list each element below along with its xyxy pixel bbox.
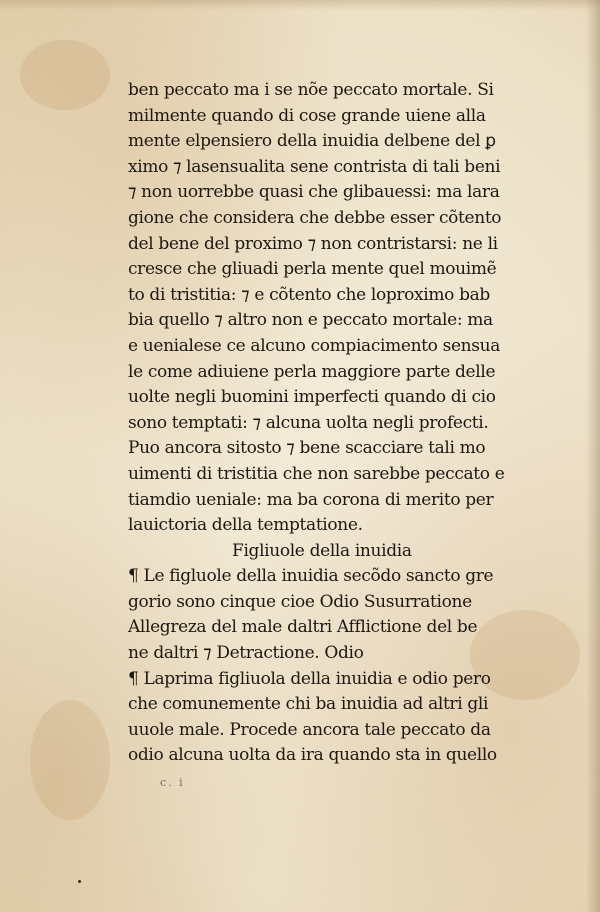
- text-line: le come adiuiene perla maggiore parte delle: [128, 361, 496, 382]
- text-line: to di tristitia: ⁊ e cõtento che loproximo bab: [128, 284, 490, 305]
- text-line: uimenti di tristitia che non sarebbe peccato e: [128, 463, 505, 484]
- page-right-edge: [586, 0, 600, 912]
- text-line: ¶ Laprima figliuola della inuidia e odio pero: [128, 668, 491, 689]
- text-line: sono temptati: ⁊ alcuna uolta negli profecti.: [128, 412, 489, 433]
- text-line: milmente quando di cose grande uiene alla: [128, 105, 486, 126]
- text-line: e uenialese ce alcuno compiacimento sensua: [128, 335, 501, 356]
- text-line: ¶ Le figluole della inuidia secõdo sancto gre: [128, 566, 494, 587]
- text-line: odio alcuna uolta da ira quando sta in quello: [128, 745, 497, 766]
- text-line: che comunemente chi ba inuidia ad altri gli: [128, 694, 489, 715]
- text-line: ben peccato ma i se nõe peccato mortale. Si: [128, 80, 494, 100]
- text-line: gione che considera che debbe esser cõtento: [128, 207, 502, 228]
- text-line: mente elpensiero della inuidia delbene del ꝑ: [128, 131, 496, 152]
- text-line: cresce che gliuadi perla mente quel mouimẽ: [128, 259, 497, 280]
- text-line: uuole male. Procede ancora tale peccato da: [128, 719, 491, 740]
- text-line: Allegreza del male daltri Afflictione del be: [128, 617, 478, 638]
- paper-stain: [20, 40, 110, 110]
- text-column: [128, 78, 526, 769]
- text-line: gorio sono cinque cioe Odio Susurratione: [128, 591, 472, 612]
- text-line: ximo ⁊ lasensualita sene contrista di tali beni: [128, 156, 501, 177]
- text-line: ⁊ non uorrebbe quasi che glibauessi: ma lara: [128, 182, 500, 203]
- ink-speck: [78, 880, 81, 883]
- text-line: Puo ancora sitosto ⁊ bene scacciare tali mo: [128, 438, 486, 459]
- text-line: tiamdio ueniale: ma ba corona di merito per: [128, 489, 494, 510]
- paper-stain: [30, 700, 110, 820]
- text-line: bia quello ⁊ altro non e peccato mortale: ma: [128, 310, 493, 331]
- section-heading: Figliuole della inuidia: [232, 540, 412, 561]
- text-line: del bene del proximo ⁊ non contristarsi: ne li: [128, 233, 498, 254]
- text-line: uolte negli buomini imperfecti quando di cio: [128, 387, 496, 408]
- page-top-edge: [0, 0, 600, 10]
- signature-mark: c. i: [160, 776, 185, 789]
- text-line: lauictoria della temptatione.: [128, 515, 363, 536]
- text-line: ne daltri ⁊ Detractione. Odio: [128, 643, 364, 664]
